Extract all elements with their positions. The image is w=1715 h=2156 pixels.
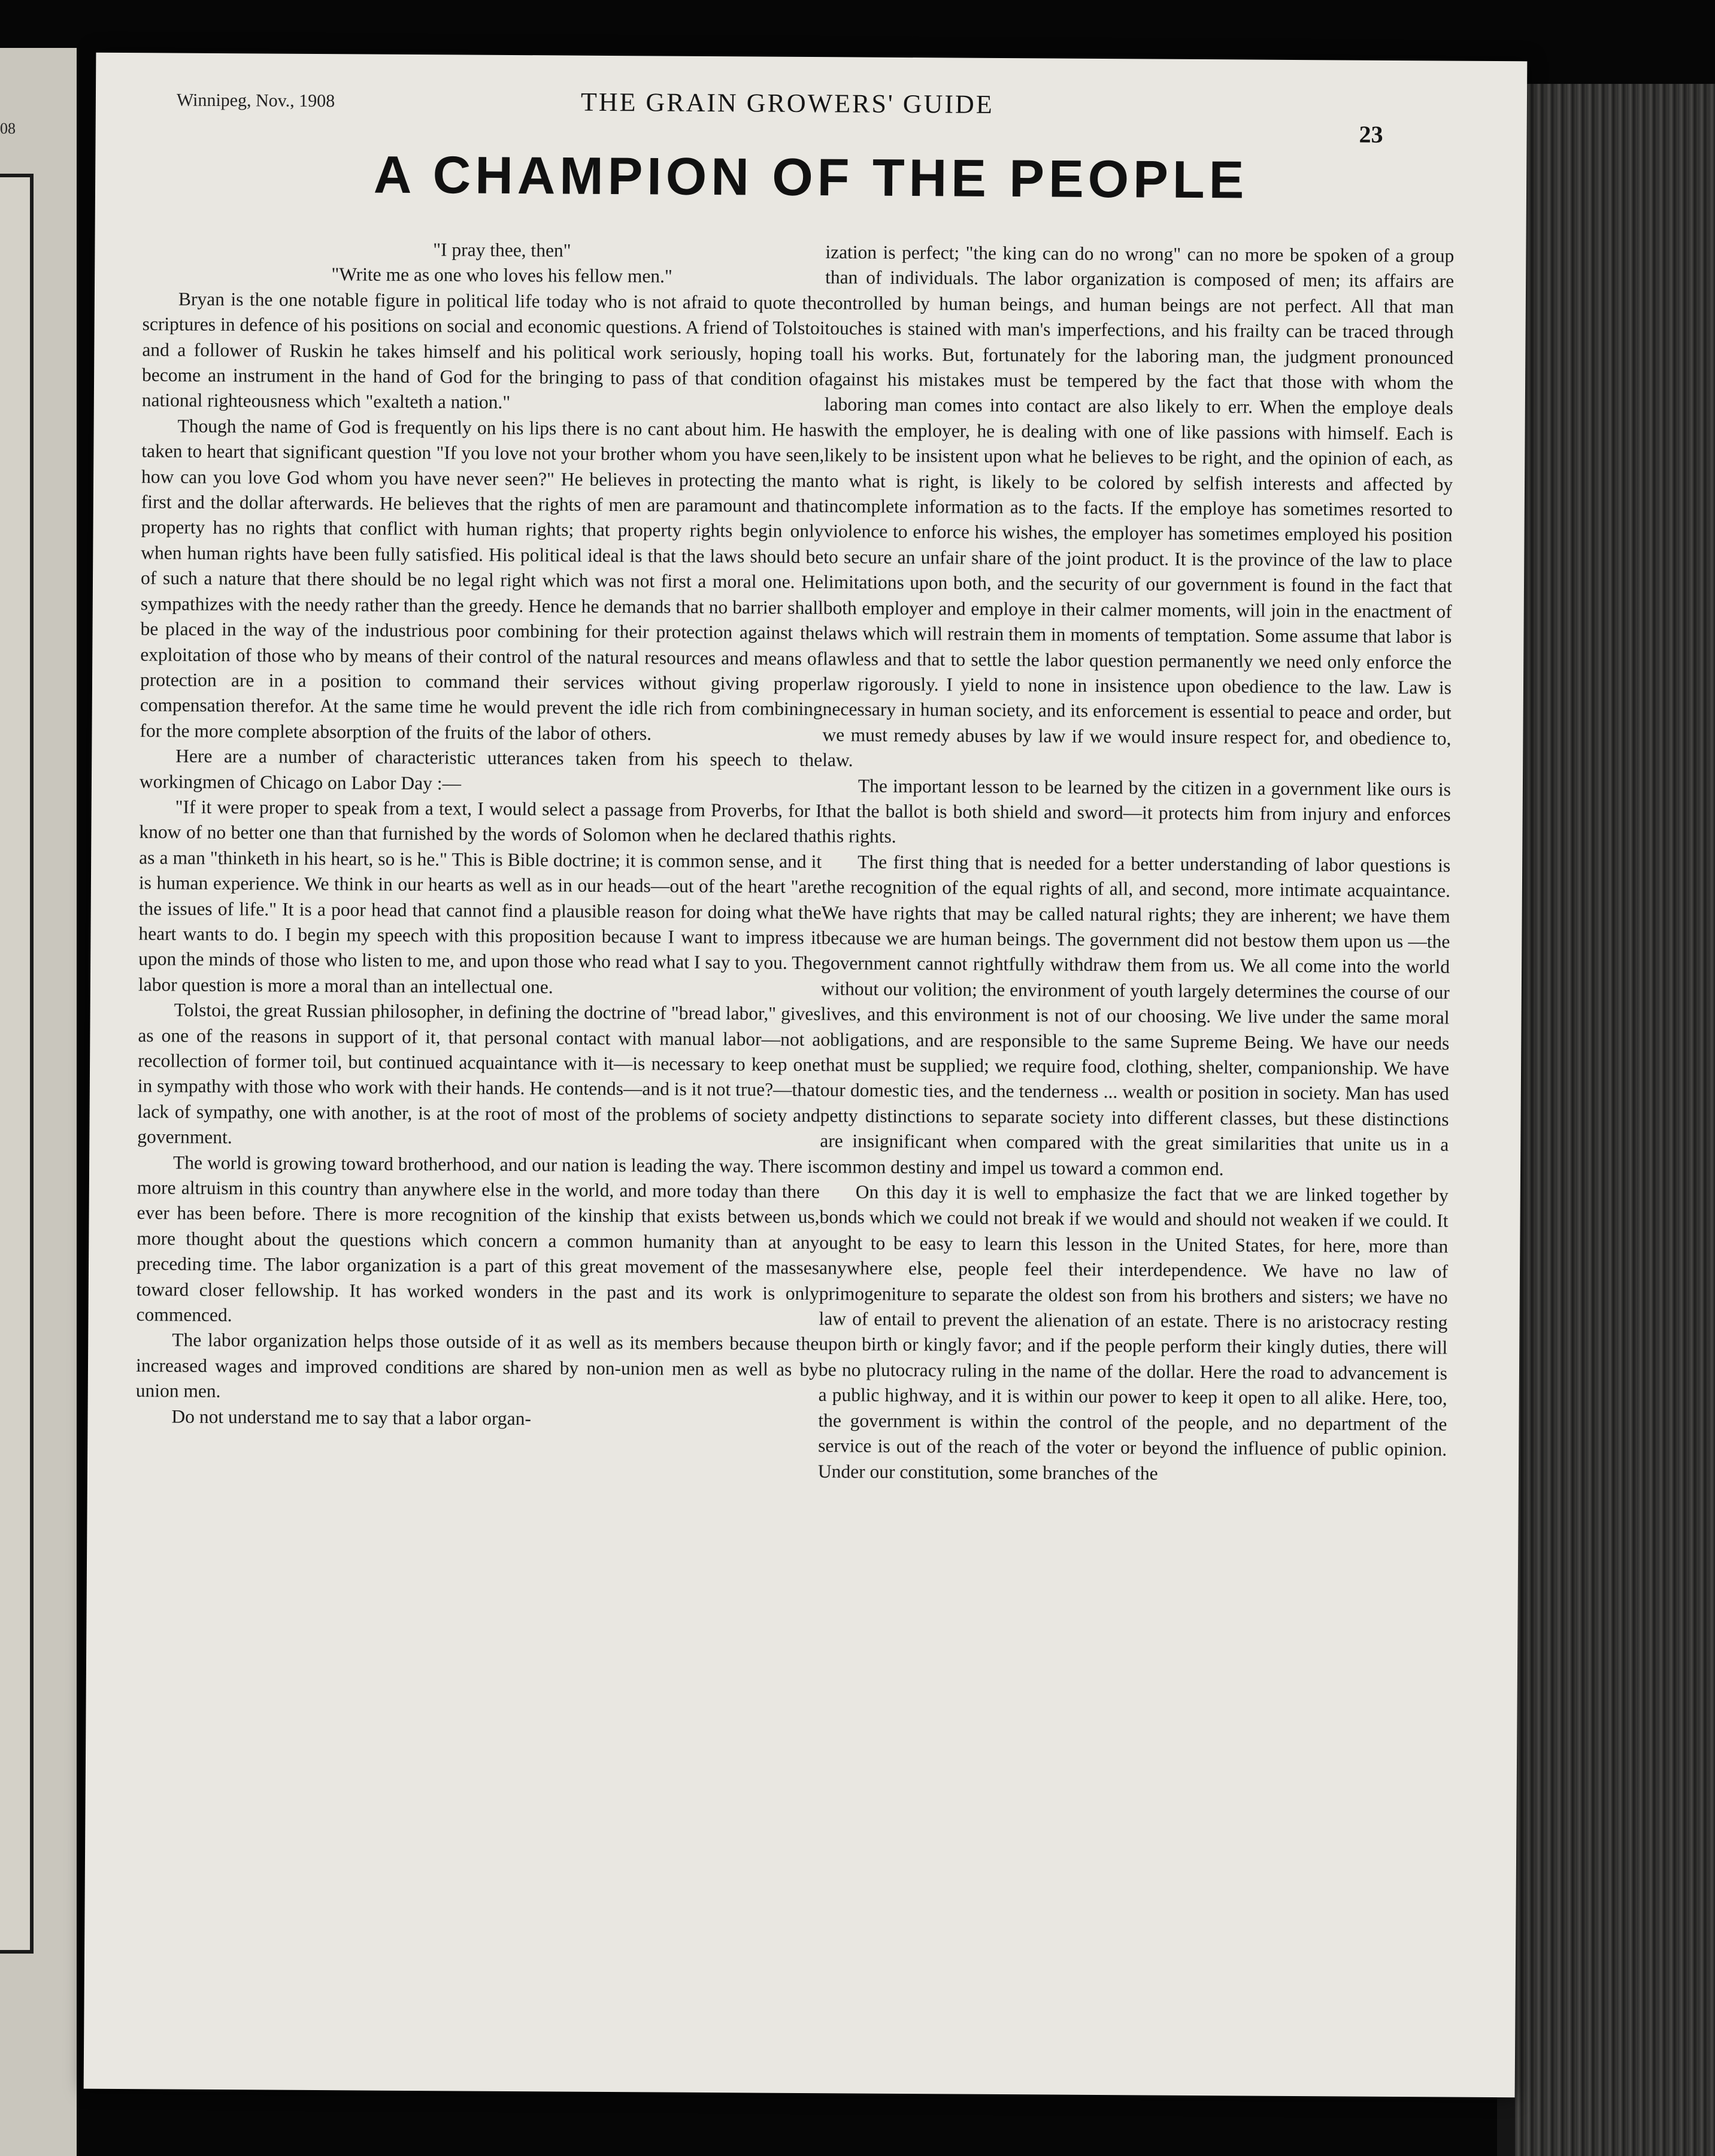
paragraph: Though the name of God is frequently on his lips there is no cant about him. He has taken to heart that significant question "If you love not your brother whom you have seen, how can you love God whom you have never seen?" He believes in protecting the man first and the dollar afterwards. He believes that the rights of men are paramount and that property has no rights that conflict with human rights; that property rights begin only when human rights have been fully satisfied. His political ideal is that the laws should be of such a nature that there should be no legal right which was not first a moral one. He sympathizes with the needy rather than the greedy. Hence he demands that no barrier shall be placed in the way of the industrious poor combining for their protection against the exploitation of those who by means of their control of the natural resources and means of protection are in a position to command their services without giving proper compensation therefor. At the same time he would prevent the idle rich from combining for the more complete absorption of the fruits of the labor of others. xyxy=(140,415,825,744)
article-headline: A CHAMPION OF THE PEOPLE xyxy=(373,144,1249,210)
paragraph: Do not understand me to say that a labor organ- xyxy=(171,1406,532,1429)
stacked-page-edges xyxy=(1515,84,1715,2156)
epigraph-line-2: "Write me as one who loves his fellow men." xyxy=(331,264,672,287)
paragraph: The labor organization helps those outside of it as well as its members because the increased wages and improved conditions are shared by non-union men as well as by union men. xyxy=(135,1330,819,1402)
publication-title: THE GRAIN GROWERS' GUIDE xyxy=(580,87,994,119)
previous-page-edge xyxy=(0,48,77,2156)
epigraph-line-1: "I pray thee, then" xyxy=(433,239,571,261)
previous-page-number: 08 xyxy=(0,120,16,137)
paragraph: On this day it is well to emphasize the fact that we are linked together by bonds which we could not break if we would and should not weaken if we could. It ought to be easy to learn this lesson in the United States, for here, more than anywhere else, people feel their interdependence. We have no law of primogeniture to separate the oldest son from his brothers and sisters; we have no law of entail to prevent the alienation of an estate. There is no aristocracy resting upon birth or kingly favor; and if the people perform their kingly duties, there will be no plutocracy ruling in the name of the dollar. Here the road to advancement is a public highway, and it is within our power to keep it open to all alike. Here, too, the government is within the control of the people, and no department of the service is out of the reach of the voter or beyond the influence of public opinion. Under our constitution, some branches of the xyxy=(817,1181,1449,1484)
header-date: Winnipeg, Nov., 1908 xyxy=(176,90,335,111)
page-number: 23 xyxy=(1359,120,1383,148)
paragraph: The first thing that is needed for a better understanding of labor questions is the recognition of the equal rights of all, and second, more intimate acquaintance. We have rights that may be called natural rights; they are inherent; we have them because we are human beings. The government did not bestow them upon us —the government cannot rightfully withdraw them from us. We all come into the world without our volition; the environment of youth largely determines the course of our lives, and this environment is not of our choosing. We live under the same moral obligations, and are responsible to the same Supreme Being. We have our needs that must be supplied; we require food, clothing, shelter, companionship. We have our domestic ties, and the tenderness ... wealth or position in society. Man has used petty distinctions to separate society into different classes, but these distinctions are insignificant when compared with the great similarities that unite us in a common destiny and impel us toward a common end. xyxy=(819,851,1451,1179)
right-column xyxy=(818,240,1455,1488)
paragraph: Tolstoi, the great Russian philosopher, in defining the doctrine of "bread labor," gives as one of the reasons in support of it, that personal contact with manual labor—not a recollection of former toil, but continued acquaintance with it—is necessary to keep one in sympathy with those who work with their hands. He contends—and is it not true?—that lack of sympathy, one with another, is at the root of most of the problems of society and government. xyxy=(137,999,821,1148)
newspaper-page xyxy=(84,53,1528,2098)
paragraph: The world is growing toward brotherhood, and our nation is leading the way. There is more altruism in this country than anywhere else in the world, and more today than there ever has been before. There is more recognition of the kinship that exists between us, more thought about the questions which concern a common humanity than at any preceding time. The labor organization is a part of this great movement of the masses toward closer fellowship. It has worked wonders in the past and its work is only commenced. xyxy=(136,1152,820,1326)
paragraph: Bryan is the one notable figure in political life today who is not afraid to quote the scriptures in defence of his positions on social and economic questions. A friend of Tolstoi and a follower of Ruskin he takes himself and his political work seriously, hoping to become an instrument in the hand of God for the bringing to pass of that condition of national righteousness which "exalteth a nation." xyxy=(141,288,825,413)
paragraph: Here are a number of characteristic utterances taken from his speech to the workingmen of Chicago on Labor Day :— xyxy=(139,745,823,794)
paragraph: ization is perfect; "the king can do no wrong" can no more be spoken of a group than of individuals. The labor organization is composed of men; its affairs are controlled by human beings, and human beings are not perfect. All that man touches is stained with man's imperfections, and his frailty can be traced through all his works. But, fortunately for the laboring man, the judgment pronounced against his mistakes must be tempered by the fact that those with whom the laboring man comes into contact are also likely to err. When the employe deals with the employer, he is dealing with one of like passions with himself. Each is likely to be insistent upon what he believes to be right, and the opinion of each, as to what is right, is likely to be colored by selfish interests and affected by incomplete information as to the facts. If the employe has sometimes resorted to violence to enforce his wishes, the employer has sometimes employed his position to secure an unfair share of the joint product. It is the province of the law to place limitations upon both, and the security of our government is found in the fact that both employer and employe in their calmer moments, will join in the enactment of laws which will restrain them in moments of temptation. Some assume that labor is lawless and that to settle the labor question permanently we need only enforce the law rigorously. I yield to none in insistence upon obedience to the law. Law is necessary in human society, and its enforcement is essential to peace and order, but we must remedy abuses by law if we would insure respect for, and obedience to, law. xyxy=(822,241,1455,771)
left-column xyxy=(135,235,825,1433)
paragraph: The important lesson to be learned by the citizen in a government like ours is that the ballot is both shield and sword—it protects him from injury and enforces his rights. xyxy=(822,775,1452,847)
previous-page-border-box xyxy=(0,174,34,1954)
paragraph: "If it were proper to speak from a text, I would select a passage from Proverbs, for I know of no better one than that furnished by the words of Solomon when he declared that as a man "thinketh in his heart, so is he." This is Bible doctrine; it is common sense, and it is human experience. We think in our hearts as well as in our heads—out of the heart "are the issues of life." It is a poor head that cannot find a plausible reason for doing what the heart wants to do. I begin my speech with this proposition because I want to impress it upon the minds of those who listen to me, and upon those who read what I say to you. The labor question is more a moral than an intellectual one. xyxy=(138,796,822,998)
